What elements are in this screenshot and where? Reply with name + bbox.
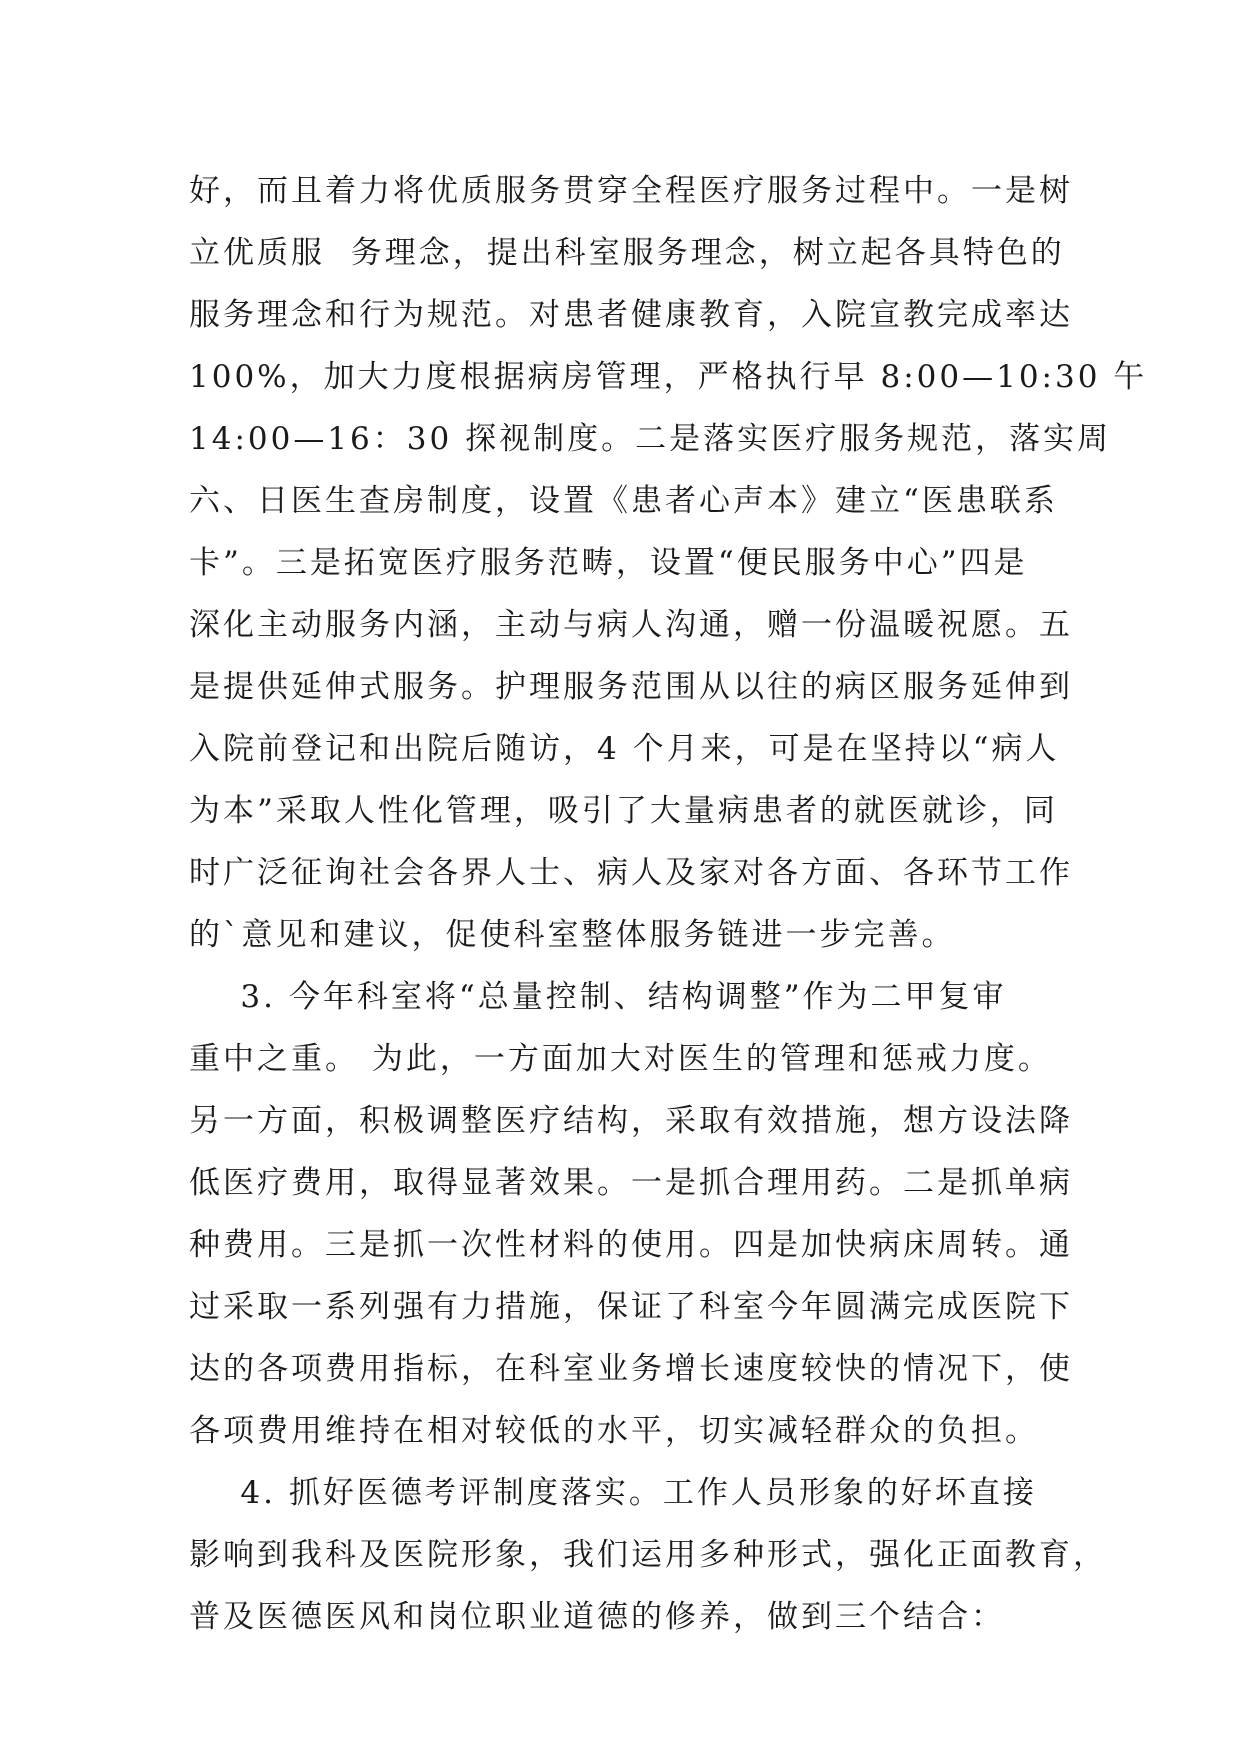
text-line: 入院前登记和出院后随访，4 个月来，可是在坚持以“病人 [189, 731, 1060, 767]
text-line: 低医疗费用，取得显著效果。一是抓合理用药。二是抓单病 [189, 1165, 1073, 1201]
text-line: 另一方面，积极调整医疗结构，采取有效措施，想方设法降 [189, 1103, 1073, 1139]
text-line: 六、日医生查房制度，设置《患者心声本》建立“医患联系 [189, 483, 1058, 519]
text-line: 达的各项费用指标，在科室业务增长速度较快的情况下，使 [189, 1351, 1073, 1387]
text-line: 14:00—16：30 探视制度。二是落实医疗服务规范，落实周 [189, 421, 1112, 457]
text-line: 重中之重。 为此，一方面加大对医生的管理和惩戒力度。 [189, 1041, 1052, 1077]
text-line: 深化主动服务内涵，主动与病人沟通，赠一份温暖祝愿。五 [189, 607, 1073, 643]
text-line: 种费用。三是抓一次性材料的使用。四是加快病床周转。通 [189, 1227, 1073, 1263]
text-line: 普及医德医风和岗位职业道德的修养，做到三个结合： [189, 1599, 1005, 1635]
text-line: 过采取一系列强有力措施，保证了科室今年圆满完成医院下 [189, 1289, 1073, 1325]
text-line: 的`意见和建议，促使科室整体服务链进一步完善。 [189, 917, 956, 953]
text-line: 是提供延伸式服务。护理服务范围从以往的病区服务延伸到 [189, 669, 1073, 705]
text-line: 为本”采取人性化管理，吸引了大量病患者的就医就诊，同 [189, 793, 1058, 829]
text-line: 时广泛征询社会各界人士、病人及家对各方面、各环节工作 [189, 855, 1073, 891]
text-line: 好，而且着力将优质服务贯穿全程医疗服务过程中。一是树 [189, 173, 1073, 209]
text-line: 立优质服 务理念，提出科室服务理念，树立起各具特色的 [189, 235, 1065, 271]
body-text [189, 160, 1148, 1648]
text-line: 3. 今年科室将“总量控制、结构调整”作为二甲复审 [189, 979, 1007, 1015]
text-line: 影响到我科及医院形象，我们运用多种形式，强化正面教育， [189, 1537, 1107, 1573]
text-line: 100%，加大力度根据病房管理，严格执行早 8:00—10:30 午 [189, 359, 1148, 395]
text-line: 卡”。三是拓宽医疗服务范畴，设置“便民服务中心”四是 [189, 545, 1028, 581]
text-line: 各项费用维持在相对较低的水平，切实减轻群众的负担。 [189, 1413, 1039, 1449]
text-line: 服务理念和行为规范。对患者健康教育，入院宣教完成率达 [189, 297, 1073, 333]
text-line: 4. 抓好医德考评制度落实。工作人员形象的好坏直接 [189, 1475, 1037, 1511]
